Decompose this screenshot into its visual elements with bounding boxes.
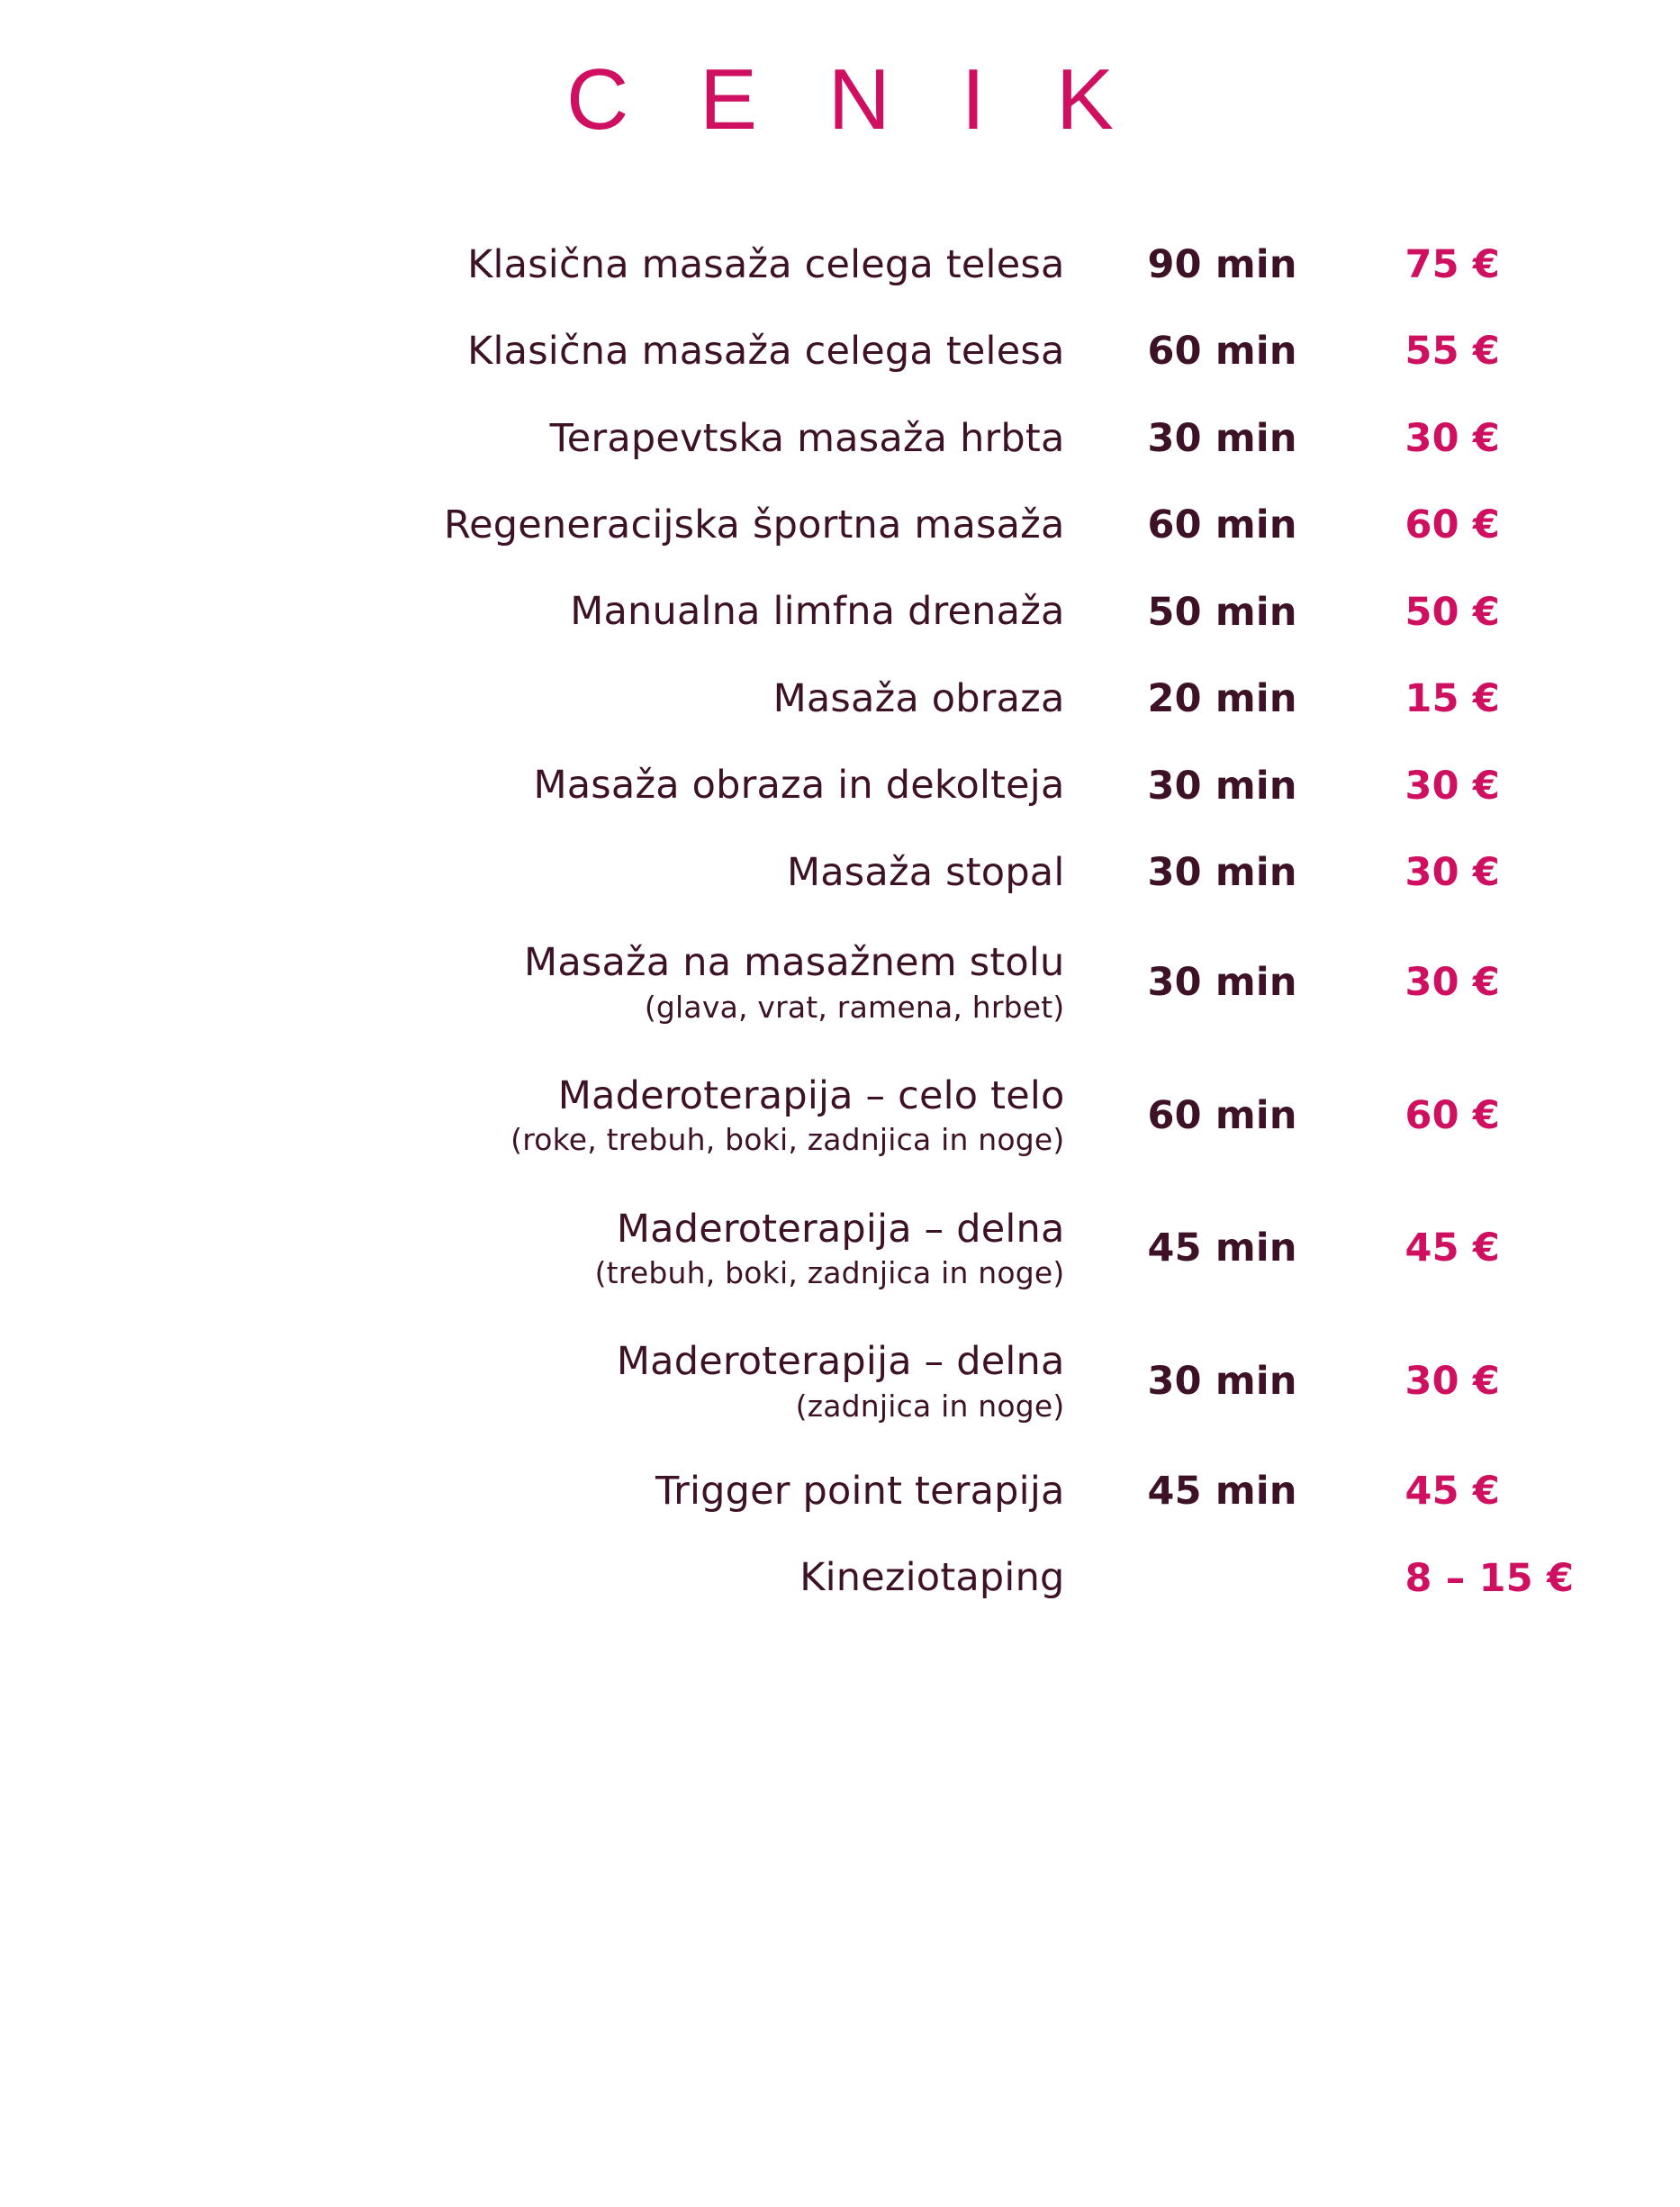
service-name: Regeneracijska športna masaža (443, 502, 1065, 547)
price-cell (1387, 1315, 1680, 1448)
price-cell (1387, 1448, 1680, 1534)
duration-value: 20 min (1147, 676, 1297, 722)
table-row (0, 482, 1680, 568)
duration-cell (1065, 742, 1387, 828)
price-cell (1387, 1534, 1680, 1621)
duration-cell (1065, 916, 1387, 1049)
table-row (0, 308, 1680, 394)
duration-cell (1065, 222, 1387, 308)
duration-value: 90 min (1147, 241, 1297, 287)
service-detail: (roke, trebuh, boki, zadnjica in noge) (510, 1122, 1065, 1158)
service-name: Maderoterapija – delna (616, 1206, 1065, 1252)
table-row (0, 568, 1680, 655)
price-value: 60 € (1405, 502, 1501, 548)
duration-cell (1065, 656, 1387, 742)
duration-value: 45 min (1147, 1226, 1297, 1271)
price-value: 15 € (1405, 676, 1501, 722)
price-value: 50 € (1405, 589, 1501, 635)
table-row (0, 395, 1680, 482)
service-name: Masaža obraza (772, 675, 1065, 721)
page-title: C E N I K (565, 51, 1138, 148)
service-name: Trigger point terapija (655, 1469, 1065, 1515)
service-cell (0, 1534, 1065, 1621)
table-row (0, 222, 1680, 308)
price-table-body (0, 222, 1680, 1622)
service-cell (0, 916, 1065, 1049)
price-cell (1387, 829, 1680, 916)
duration-cell (1065, 395, 1387, 482)
duration-cell (1065, 1315, 1387, 1448)
table-row (0, 1448, 1680, 1534)
service-cell (0, 222, 1065, 308)
service-cell (0, 742, 1065, 828)
service-name: Maderoterapija – celo telo (557, 1072, 1065, 1118)
duration-cell (1065, 1182, 1387, 1316)
service-cell (0, 656, 1065, 742)
price-cell (1387, 1049, 1680, 1182)
service-name: Maderoterapija – delna (616, 1339, 1065, 1385)
service-cell (0, 482, 1065, 568)
price-cell (1387, 482, 1680, 568)
duration-value: 30 min (1147, 763, 1297, 809)
duration-cell (1065, 1534, 1387, 1621)
service-cell (0, 568, 1065, 655)
price-cell (1387, 568, 1680, 655)
duration-value: 30 min (1147, 415, 1297, 461)
service-detail: (glava, vrat, ramena, hrbet) (644, 989, 1065, 1025)
duration-cell (1065, 1049, 1387, 1182)
duration-value: 60 min (1147, 502, 1297, 548)
service-cell (0, 1049, 1065, 1182)
service-name: Manualna limfna drenaža (570, 589, 1065, 635)
service-name: Masaža stopal (786, 849, 1065, 895)
price-value: 60 € (1405, 1092, 1501, 1138)
service-cell (0, 308, 1065, 394)
duration-value: 45 min (1147, 1469, 1297, 1515)
service-name: Masaža na masažnem stolu (524, 940, 1065, 986)
price-value: 45 € (1405, 1226, 1501, 1271)
price-value: 45 € (1405, 1469, 1501, 1515)
duration-value: 50 min (1147, 589, 1297, 635)
price-cell (1387, 395, 1680, 482)
service-cell (0, 1448, 1065, 1534)
duration-value: 30 min (1147, 1359, 1297, 1405)
duration-value: 30 min (1147, 960, 1297, 1006)
service-cell (0, 1182, 1065, 1316)
service-name: Klasična masaža celega telesa (467, 241, 1065, 287)
duration-value: 60 min (1147, 329, 1297, 375)
table-row (0, 916, 1680, 1049)
service-name: Masaža obraza in dekolteja (533, 763, 1065, 809)
table-row (0, 1315, 1680, 1448)
service-detail: (zadnjica in noge) (795, 1388, 1065, 1424)
duration-cell (1065, 1448, 1387, 1534)
price-value: 75 € (1405, 241, 1501, 287)
service-name: Klasična masaža celega telesa (467, 329, 1065, 375)
price-value: 8 – 15 € (1405, 1555, 1575, 1601)
duration-cell (1065, 568, 1387, 655)
duration-value: 30 min (1147, 849, 1297, 895)
price-value: 30 € (1405, 849, 1501, 895)
table-row (0, 656, 1680, 742)
duration-value: 60 min (1147, 1092, 1297, 1138)
price-cell (1387, 916, 1680, 1049)
price-cell (1387, 656, 1680, 742)
price-cell (1387, 1182, 1680, 1316)
table-row (0, 742, 1680, 828)
duration-cell (1065, 829, 1387, 916)
price-cell (1387, 222, 1680, 308)
price-value: 55 € (1405, 329, 1501, 375)
price-value: 30 € (1405, 763, 1501, 809)
price-value: 30 € (1405, 1359, 1501, 1405)
table-row (0, 1534, 1680, 1621)
price-cell (1387, 742, 1680, 828)
service-detail: (trebuh, boki, zadnjica in noge) (594, 1255, 1065, 1291)
price-value: 30 € (1405, 960, 1501, 1006)
table-row (0, 829, 1680, 916)
service-name: Kineziotaping (799, 1555, 1065, 1601)
price-cell (1387, 308, 1680, 394)
service-cell (0, 1315, 1065, 1448)
service-cell (0, 395, 1065, 482)
duration-cell (1065, 482, 1387, 568)
table-row (0, 1049, 1680, 1182)
service-cell (0, 829, 1065, 916)
price-table (0, 222, 1680, 1622)
price-value: 30 € (1405, 415, 1501, 461)
duration-cell (1065, 308, 1387, 394)
service-name: Terapevtska masaža hrbta (549, 415, 1065, 461)
table-row (0, 1182, 1680, 1316)
